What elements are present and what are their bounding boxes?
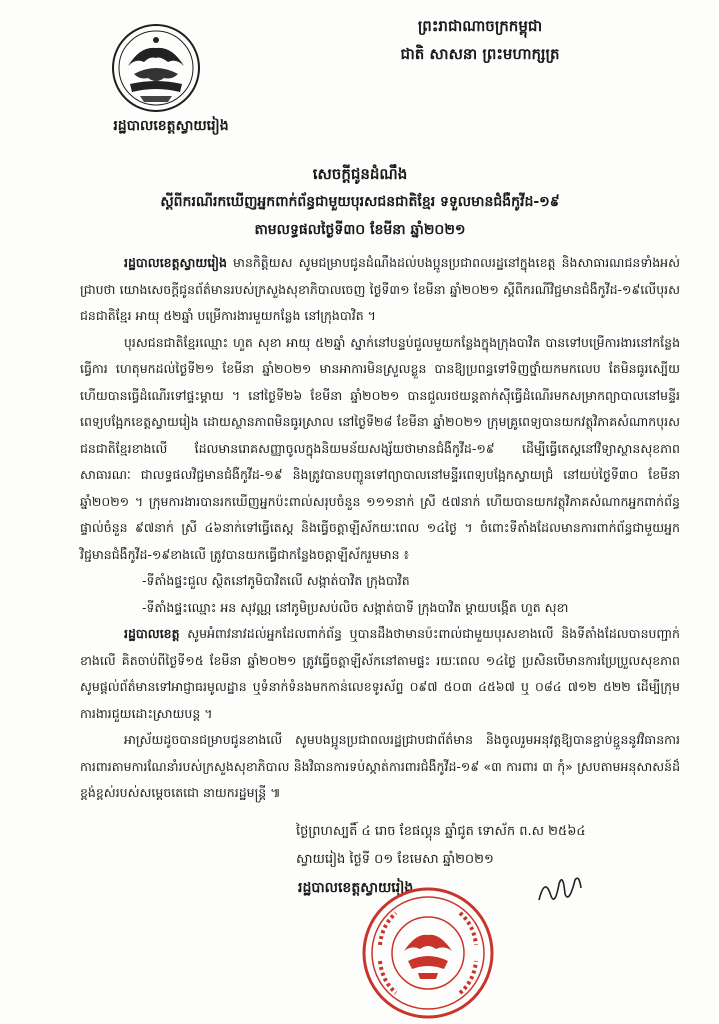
paragraph-3-lead: រដ្ឋបាលខេត្ត — [124, 626, 180, 641]
kingdom-heading — [330, 12, 630, 68]
signatory-title: រដ្ឋបាលខេត្តស្វាយរៀង — [298, 880, 414, 896]
organization-name: រដ្ឋបាលខេត្តស្វាយរៀង — [113, 118, 229, 134]
title-line-2: ស្ដីពីករណីរកឃើញអ្នកពាក់ព័ន្ធជាមួយបុរសជនជាតិខ្មែរ ទទួលមានជំងឺកូវីដ-១៩ — [160, 194, 560, 210]
kingdom-name: ព្រះរាជាណាចក្រកម្ពុជា — [417, 17, 543, 35]
paragraph-2: បុរសជនជាតិខ្មែរឈ្មោះ ហួត សុខា អាយុ ៥២ឆ្នាំ ស្នាក់នៅបន្ទប់ជួលមួយកន្លែងក្នុងក្រុងបាវិត បានទៅបម្រើការងារនៅកន្លែងធ្វើការ ហេតុមកដល់ថ្ងៃទី២១ ខែមីនា ឆ្នាំ២០២១ មានអាការមិនស្រួលខ្លួន បានឱ្យប្រពន្ធទៅទិញថ្នាំយកមកលេប តែមិនធូរស្បើយ ហើយបានធ្វើដំណើរទៅផ្ទះម្ដាយ ។ នៅថ្ងៃទី២៦ ខែមីនា ឆ្នាំ២០២១ បានជួលរថយន្តតាក់ស៊ីធ្វើដំណើរមកសម្រាកព្យាបាលនៅមន្ទីរពេទ្យបង្អែកខេត្តស្វាយរៀង ដោយស្ថានភាពមិនធូរស្រាល នៅថ្ងៃទី២៨ ខែមីនា ឆ្នាំ២០២១ ក្រុមគ្រូពេទ្យបានយកវត្ថុវិភាគសំណាកបុរសជនជាតិខ្មែរខាងលើ ដែលមានរោគសញ្ញាចូលក្នុងនិយមន័យសង្ស័យថាមានជំងឺកូវីដ-១៩ ដើម្បីធ្វើតេស្តនៅវិទ្យាស្ថានសុខភាពសាធារណៈ ជាលទ្ធផលវិជ្ជមានជំងឺកូវីដ-១៩ និងត្រូវបានបញ្ជូនទៅព្យាបាលនៅមន្ទីរពេទ្យបង្អែកស្វាយជ្រំ នៅយប់ថ្ងៃទី៣០ ខែមីនា ឆ្នាំ២០២១ ។ ក្រុមការងារបានរកឃើញអ្នកប៉ះពាល់សរុបចំនួន ១១១នាក់ ស្រី ៥៧នាក់ ហើយបានយកវត្ថុវិភាគសំណាកអ្នកពាក់ព័ន្ធផ្ទាល់ចំនួន ៩៧នាក់ ស្រី ៤៦នាក់ទៅធ្វើតេស្ត និងធ្វើចត្តាឡីស័កយៈពេល ១៤ថ្ងៃ ។ ចំពោះទីតាំងដែលមានការពាក់ព័ន្ធជាមួយអ្នកវិជ្ជមានជំងឺកូវីដ-១៩ខាងលើ ត្រូវបានយកធ្វើជាកន្លែងចត្តាឡីស័ករួមមាន ៖ — [80, 334, 680, 562]
national-motto: ជាតិ សាសនា ព្រះមហាក្សត្រ — [400, 45, 560, 63]
paragraph-3 — [80, 621, 680, 727]
location-item-2: -ទីតាំងផ្ទះឈ្មោះ អន សុវណ្ណ នៅភូមិប្រសប់លិច សង្កាត់បាទី ក្រុងបាវិត ម្ដាយបង្កើត ហួត សុខា — [142, 599, 569, 615]
provincial-emblem-icon — [110, 22, 202, 114]
paragraph-1-text: មានកិត្តិយស សូមជម្រាបជូនដំណឹងដល់បងប្អូនប្រជាពលរដ្ឋនៅក្នុងខេត្ត និងសាធារណជនទាំងអស់ជ្រាបថា យោងសេចក្ដីជូនព័ត៌មានរបស់ក្រសួងសុខាភិបាលចេញ ថ្ងៃទី៣១ ខែមីនា ឆ្នាំ២០២១ ស្ដីពីករណីវិជ្ជមានជំងឺកូវីដ-១៩លើបុរសជនជាតិខ្មែរ អាយុ ៥២ឆ្នាំ បម្រើការងារមួយកន្លែង នៅក្រុងបាវិត ។ — [80, 255, 680, 323]
paragraph-1 — [80, 250, 680, 330]
document-title — [40, 160, 680, 244]
title-line-3: តាមលទ្ធផលថ្ងៃទី៣០ ខែមីនា ឆ្នាំ២០២១ — [254, 222, 466, 238]
handwritten-signature-icon — [535, 870, 585, 910]
title-line-1: សេចក្ដីជូនដំណឹង — [312, 165, 408, 183]
paragraph-4: អាស្រ័យដូចបានជម្រាបជូនខាងលើ សូមបងប្អូនប្រជាពលរដ្ឋជ្រាបជាព័ត៌មាន និងចូលរួមអនុវត្តឱ្យបានខ្ជាប់ខ្ជួននូវវិធានការការពារតាមការណែនាំរបស់ក្រសួងសុខាភិបាល និងវិធានការទប់ស្កាត់ការពារជំងឺកូវីដ-១៩ «៣ ការពារ ៣ កុំ» ស្របតាមអនុសាសន៍ដ៏ខ្ពង់ខ្ពស់របស់សម្ដេចតេជោ នាយករដ្ឋមន្ត្រី ៕ — [80, 732, 680, 800]
document-body — [80, 250, 680, 807]
paragraph-3-text: សូមអំពាវនាវដល់អ្នកដែលពាក់ព័ន្ធ ឬបានដឹងថាមានប៉ះពាល់ជាមួយបុរសខាងលើ និងទីតាំងដែលបានបញ្ជាក់ខាងលើ គិតចាប់ពីថ្ងៃទី១៥ ខែមីនា ឆ្នាំ២០២១ ត្រូវធ្វើចត្តាឡីស័កនៅតាមផ្ទះ រយៈពេល ១៤ថ្ងៃ ប្រសិនបើមានការប្រែប្រួលសុខភាព សូមផ្ដល់ព័ត៌មានទៅអាជ្ញាធរមូលដ្ឋាន ឬទំនាក់ទំនងមកកាន់លេខទូរស័ព្ទ ០៩៧ ៥០៣ ៤៥៦៧ ឬ ០៨៤ ៧១២ ៥២២ ដើម្បីក្រុមការងារជួយដោះស្រាយបន្ត ។ — [80, 626, 680, 721]
paragraph-1-lead: រដ្ឋបាលខេត្តស្វាយរៀង — [124, 255, 227, 270]
lunar-date: ថ្ងៃព្រហស្បតិ៍ ៤ រោច ខែផល្គុន ឆ្នាំជូត ទោស័ក ព.ស ២៥៦៤ — [296, 824, 586, 839]
location-item-1: -ទីតាំងផ្ទះជួល ស្ថិតនៅភូមិបាវិតលើ សង្កាត់បាវិត ក្រុងបាវិត — [142, 573, 410, 588]
solar-date: ស្វាយរៀង ថ្ងៃទី ០១ ខែមេសា ឆ្នាំ២០២១ — [296, 852, 494, 867]
official-red-seal-icon — [360, 885, 496, 1021]
